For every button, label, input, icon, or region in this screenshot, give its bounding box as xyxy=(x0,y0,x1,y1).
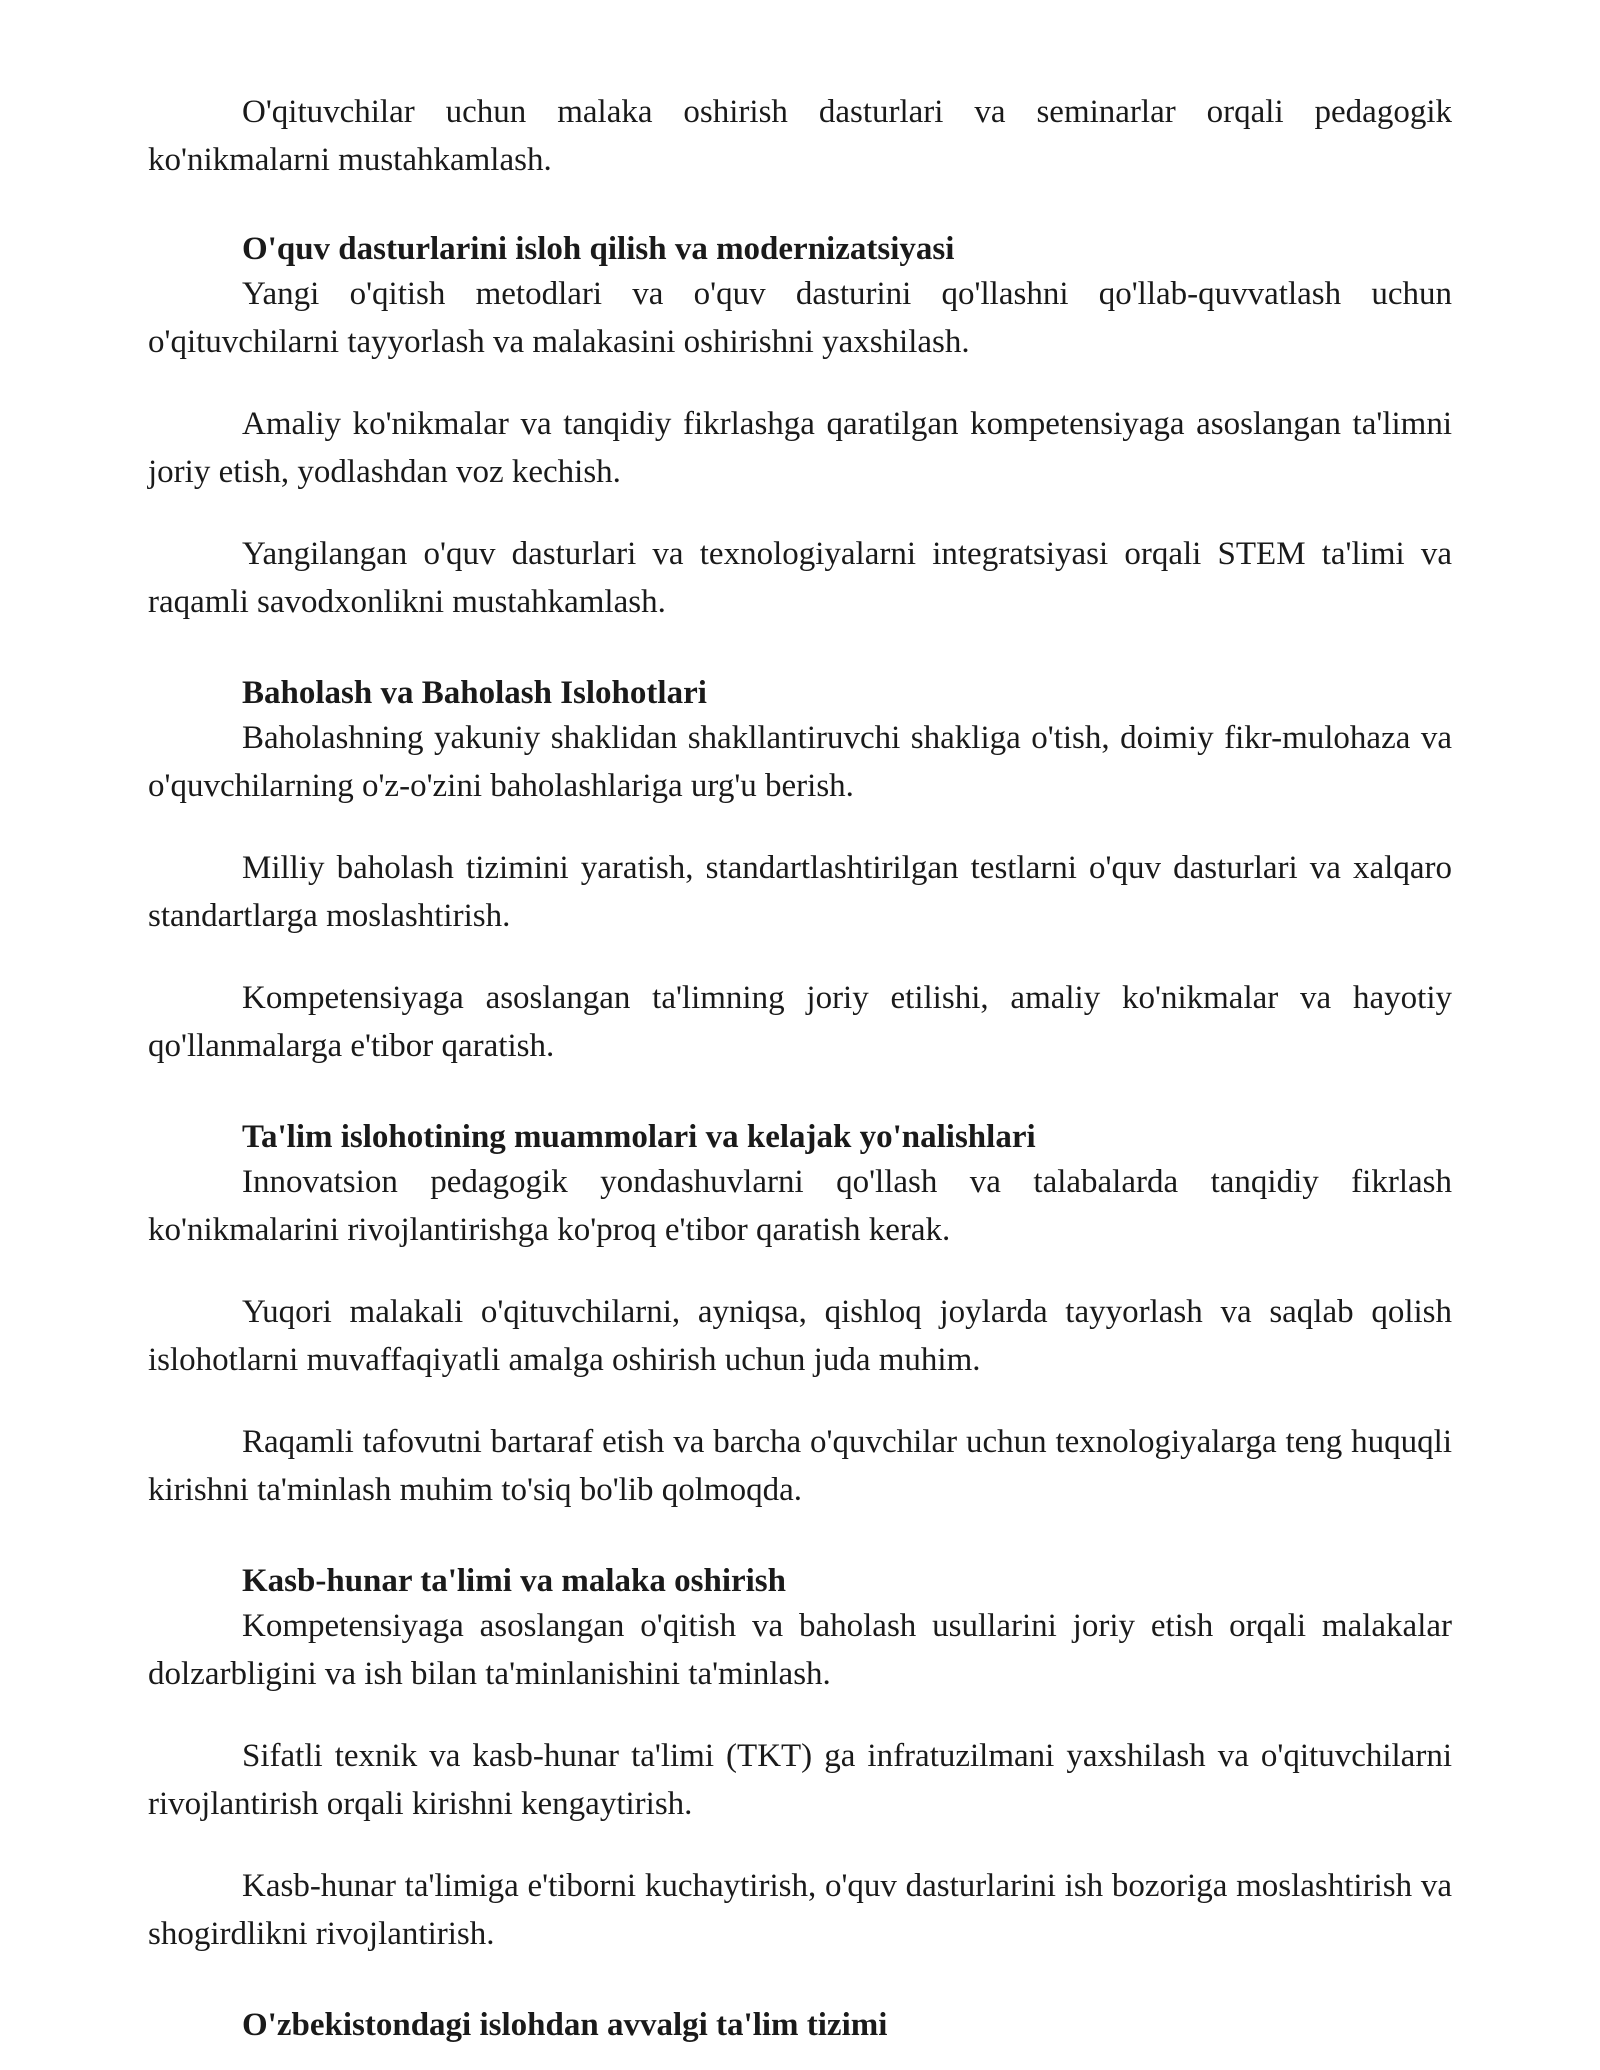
section-paragraph: Sifatli texnik va kasb-hunar ta'limi (TKT) ga infratuzilmani yaxshilash va o'qituvchilarni rivojlantirish orqali kirishni kengaytirish. xyxy=(148,1738,1452,1822)
section-paragraph: Innovatsion pedagogik yondashuvlarni qo'llash va talabalarda tanqidiy fikrlash ko'nikmalarini rivojlantirishga ko'proq e'tibor qaratish kerak. xyxy=(148,1164,1452,1248)
section-heading: O'quv dasturlarini isloh qilish va modernizatsiyasi xyxy=(242,231,955,267)
section-paragraph: Baholashning yakuniy shaklidan shakllantiruvchi shakliga o'tish, doimiy fikr-mulohaza va o'quvchilarning o'z-o'zini baholashlariga urg'u berish. xyxy=(148,720,1452,804)
section-paragraph: Kompetensiyaga asoslangan ta'limning joriy etilishi, amaliy ko'nikmalar va hayotiy qo'llanmalarga e'tibor qaratish. xyxy=(148,980,1452,1064)
section-paragraph: Amaliy ko'nikmalar va tanqidiy fikrlashga qaratilgan kompetensiyaga asoslangan ta'limni joriy etish, yodlashdan voz kechish. xyxy=(148,406,1452,490)
section-assessment-reform xyxy=(148,672,1452,1070)
section-paragraph: Kasb-hunar ta'limiga e'tiborni kuchaytirish, o'quv dasturlarini ish bozoriga moslashtirish va shogirdlikni rivojlantirish. xyxy=(148,1868,1452,1952)
section-paragraph: Milliy baholash tizimini yaratish, standartlashtirilgan testlarni o'quv dasturlari va xalqaro standartlarga moslashtirish. xyxy=(148,850,1452,934)
section-heading: Ta'lim islohotining muammolari va kelajak yo'nalishlari xyxy=(242,1119,1036,1155)
section-heading: Kasb-hunar ta'limi va malaka oshirish xyxy=(242,1563,787,1599)
section-paragraph: Yangi o'qitish metodlari va o'quv dasturini qo'llashni qo'llab-quvvatlash uchun o'qituvchilarni tayyorlash va malakasini oshirishni yaxshilash. xyxy=(148,276,1452,360)
section-vocational-education xyxy=(148,1560,1452,1958)
section-pre-reform-system xyxy=(148,2004,1452,2046)
section-paragraph: Kompetensiyaga asoslangan o'qitish va baholash usullarini joriy etish orqali malakalar dolzarbligini va ish bilan ta'minlanishini ta'minlash. xyxy=(148,1608,1452,1692)
section-curriculum-reform xyxy=(148,228,1452,626)
section-reform-challenges xyxy=(148,1116,1452,1514)
section-paragraph: Raqamli tafovutni bartaraf etish va barcha o'quvchilar uchun texnologiyalarga teng huquqli kirishni ta'minlash muhim to'siq bo'lib qolmoqda. xyxy=(148,1424,1452,1508)
section-paragraph: Yangilangan o'quv dasturlari va texnologiyalarni integratsiyasi orqali STEM ta'limi va raqamli savodxonlikni mustahkamlash. xyxy=(148,536,1452,620)
intro-paragraph: O'qituvchilar uchun malaka oshirish dasturlari va seminarlar orqali pedagogik ko'nikmalarni mustahkamlash. xyxy=(148,94,1452,178)
section-paragraph: Yuqori malakali o'qituvchilarni, ayniqsa, qishloq joylarda tayyorlash va saqlab qolish islohotlarni muvaffaqiyatli amalga oshirish uchun juda muhim. xyxy=(148,1294,1452,1378)
section-heading: Baholash va Baholash Islohotlari xyxy=(242,675,707,711)
section-heading: O'zbekistondagi islohdan avvalgi ta'lim tizimi xyxy=(242,2007,888,2043)
document-page xyxy=(148,88,1452,2046)
